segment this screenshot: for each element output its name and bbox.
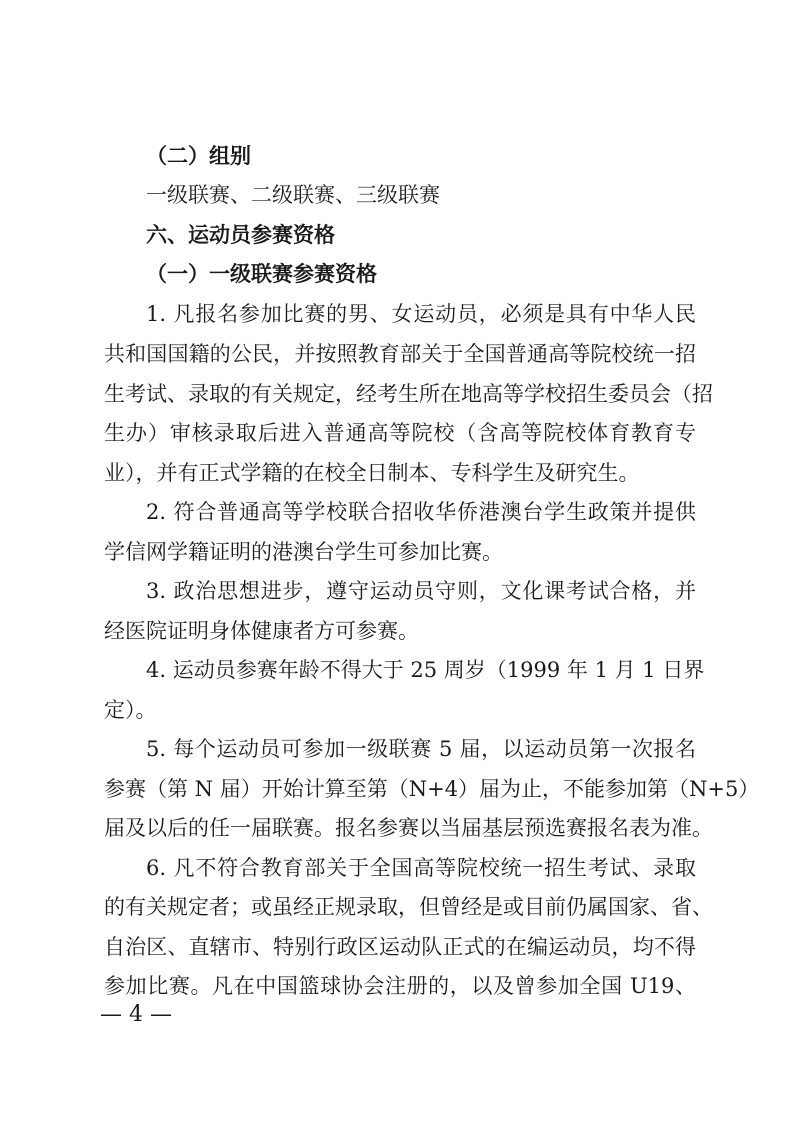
item4-line2: 定）。 bbox=[104, 698, 157, 722]
item6-line1: 6. 凡不符合教育部关于全国高等院校统一招生考试、录取 bbox=[146, 856, 696, 880]
item6-line4: 参加比赛。凡在中国篮球协会注册的，以及曾参加全国 U19、 bbox=[104, 974, 696, 998]
subheading-first-league: （一）一级联赛参赛资格 bbox=[146, 262, 377, 286]
subheading-group: （二）组别 bbox=[146, 144, 251, 168]
item1-line2: 共和国国籍的公民，并按照教育部关于全国普通高等院校统一招 bbox=[104, 342, 696, 366]
item6-line3: 自治区、直辖市、特别行政区运动队正式的在编运动员，均不得 bbox=[104, 935, 696, 959]
page-number: — 4 — bbox=[100, 1002, 172, 1027]
item1-line1: 1. 凡报名参加比赛的男、女运动员，必须是具有中华人民 bbox=[146, 302, 696, 326]
item5-line2: 参赛（第 N 届）开始计算至第（N+4）届为止，不能参加第（N+5） bbox=[104, 777, 760, 801]
section-heading-eligibility: 六、运动员参赛资格 bbox=[146, 223, 335, 247]
item4-line1: 4. 运动员参赛年龄不得大于 25 周岁（1999 年 1 月 1 日界 bbox=[146, 658, 705, 682]
item5-line3: 届及以后的任一届联赛。报名参赛以当届基层预选赛报名表为准。 bbox=[104, 816, 713, 840]
item2-line2: 学信网学籍证明的港澳台学生可参加比赛。 bbox=[104, 540, 503, 564]
group-list: 一级联赛、二级联赛、三级联赛 bbox=[146, 183, 440, 207]
item1-line3: 生考试、录取的有关规定，经考生所在地高等学校招生委员会（招 bbox=[104, 382, 713, 406]
item5-line1: 5. 每个运动员可参加一级联赛 5 届，以运动员第一次报名 bbox=[146, 737, 696, 761]
item2-line1: 2. 符合普通高等学校联合招收华侨港澳台学生政策并提供 bbox=[146, 500, 696, 524]
item1-line4: 生办）审核录取后进入普通高等院校（含高等院校体育教育专 bbox=[104, 421, 696, 445]
item1-line5: 业），并有正式学籍的在校全日制本、专科学生及研究生。 bbox=[104, 461, 640, 485]
item3-line2: 经医院证明身体健康者方可参赛。 bbox=[104, 619, 419, 643]
item3-line1: 3. 政治思想进步，遵守运动员守则，文化课考试合格，并 bbox=[146, 579, 696, 603]
item6-line2: 的有关规定者；或虽经正规录取，但曾经是或目前仍属国家、省、 bbox=[104, 895, 713, 919]
